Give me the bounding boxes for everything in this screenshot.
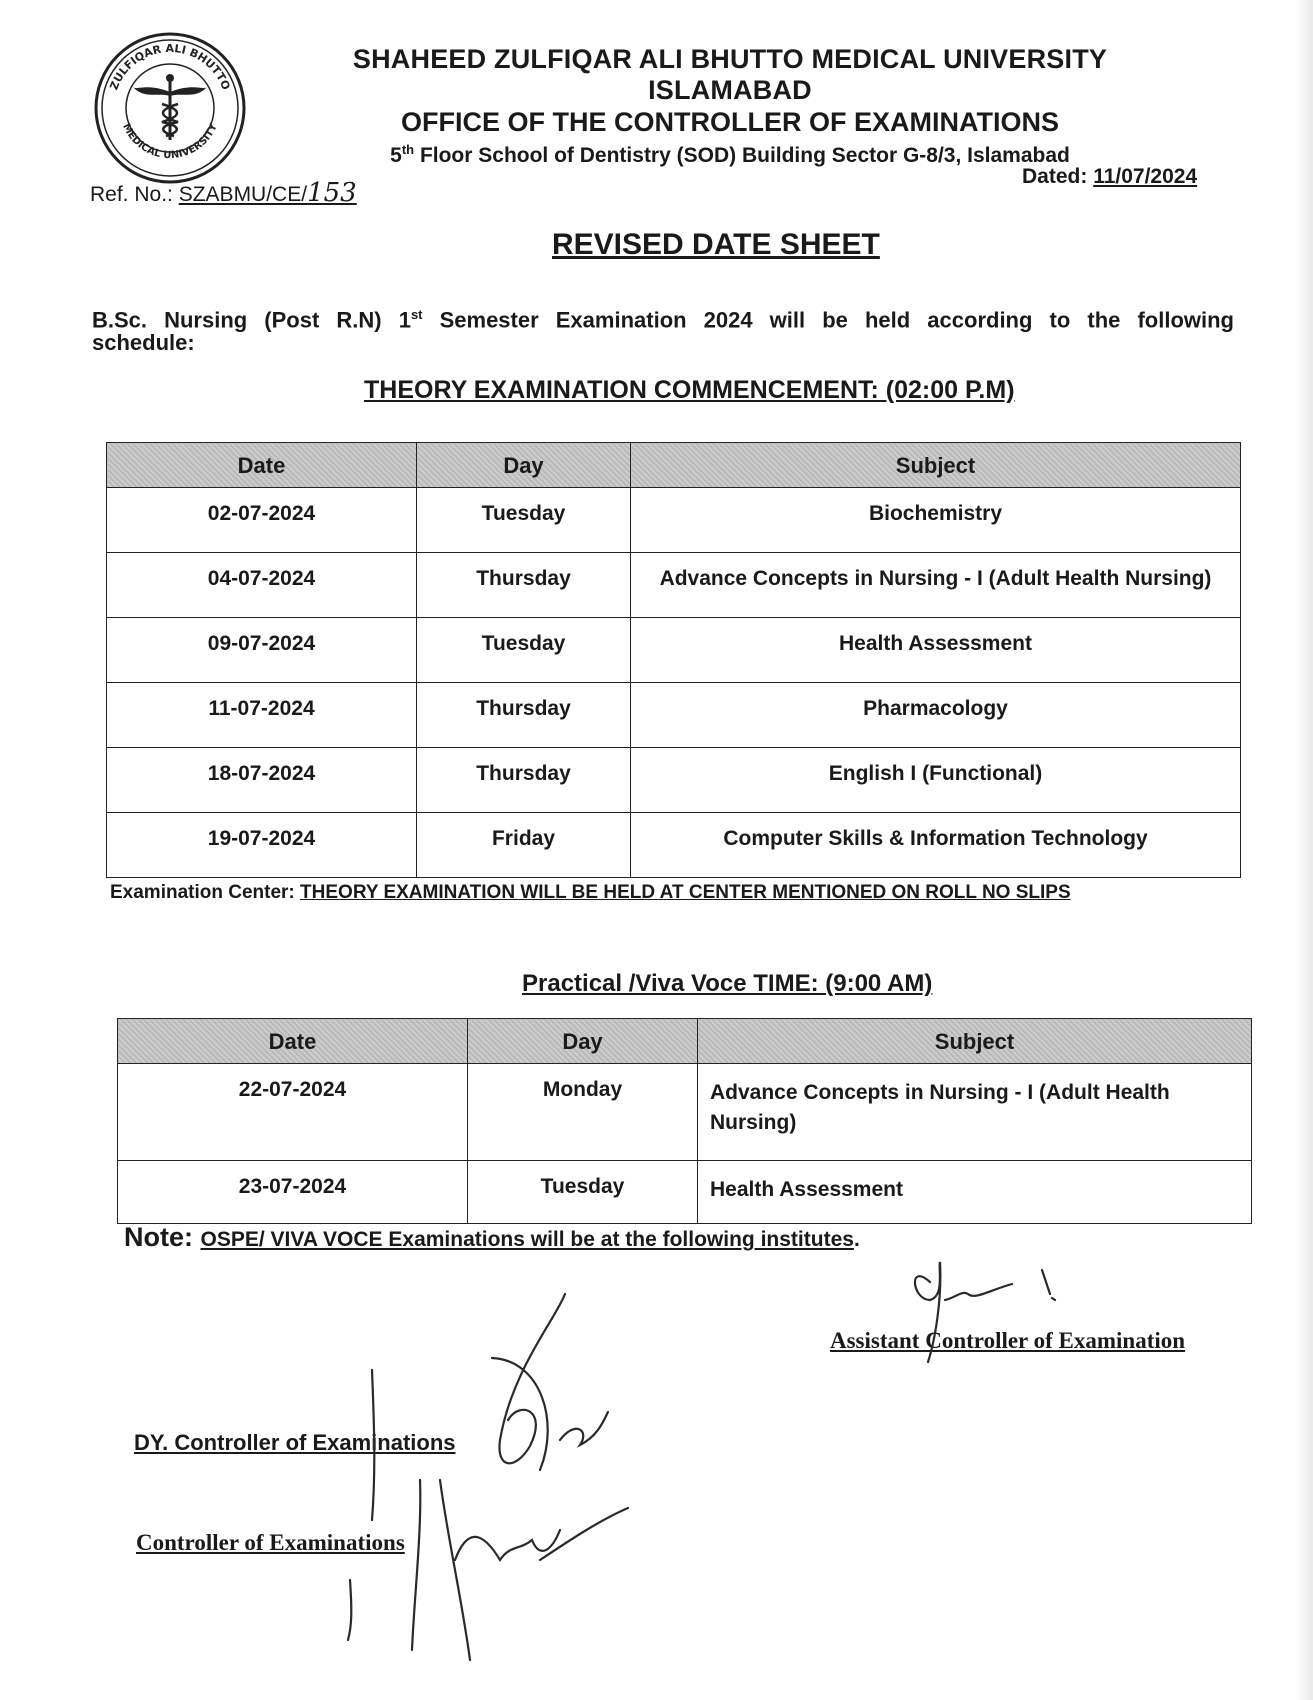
note-label: Note: bbox=[124, 1222, 201, 1252]
column-header-date: Date bbox=[107, 443, 417, 488]
day-cell: Friday bbox=[417, 813, 631, 878]
controller-signature bbox=[348, 1480, 628, 1660]
theory-schedule-table bbox=[106, 442, 1241, 878]
subject-cell: Advance Concepts in Nursing - I (Adult Health Nursing) bbox=[698, 1064, 1252, 1161]
subject-cell: English I (Functional) bbox=[631, 748, 1241, 813]
issue-date bbox=[1022, 165, 1197, 189]
svg-text:ZULFIQAR ALI BHUTTO: ZULFIQAR ALI BHUTTO bbox=[107, 41, 233, 92]
university-name: SHAHEED ZULFIQAR ALI BHUTTO MEDICAL UNIVERSITY ISLAMABAD bbox=[352, 44, 1108, 105]
date-cell: 23-07-2024 bbox=[118, 1161, 468, 1224]
intro-line-2: schedule: bbox=[92, 330, 195, 355]
deputy-controller-title: DY. Controller of Examinations bbox=[134, 1430, 456, 1455]
table-header-row bbox=[118, 1019, 1252, 1064]
date-cell: 04-07-2024 bbox=[107, 553, 417, 618]
table-row bbox=[107, 813, 1241, 878]
ref-handwritten-number: 153 bbox=[307, 178, 357, 208]
day-cell: Tuesday bbox=[468, 1161, 698, 1224]
theory-heading: THEORY EXAMINATION COMMENCEMENT: (02:00 P.M) bbox=[364, 376, 1015, 404]
ref-value-printed: SZABMU/CE/ bbox=[178, 183, 308, 206]
column-header-subject: Subject bbox=[631, 443, 1241, 488]
date-cell: 09-07-2024 bbox=[107, 618, 417, 683]
note-period: . bbox=[853, 1228, 860, 1251]
subject-cell: Advance Concepts in Nursing - I (Adult Health Nursing) bbox=[631, 553, 1241, 618]
scan-edge-shadow bbox=[1295, 0, 1313, 1700]
center-label: Examination Center: bbox=[110, 882, 301, 903]
date-cell: 22-07-2024 bbox=[118, 1064, 468, 1161]
column-header-date: Date bbox=[118, 1019, 468, 1064]
date-cell: 11-07-2024 bbox=[107, 683, 417, 748]
day-cell: Tuesday bbox=[417, 488, 631, 553]
reference-number bbox=[90, 178, 357, 208]
table-row bbox=[107, 488, 1241, 553]
dated-label: Dated: bbox=[1022, 165, 1088, 188]
date-cell: 19-07-2024 bbox=[107, 813, 417, 878]
note-line bbox=[124, 1222, 860, 1253]
table-header-row bbox=[107, 443, 1241, 488]
subject-cell: Health Assessment bbox=[698, 1161, 1252, 1224]
controller-title: Controller of Examinations bbox=[136, 1530, 405, 1555]
column-header-subject: Subject bbox=[698, 1019, 1252, 1064]
note-value: OSPE/ VIVA VOCE Examinations will be at the following institutes bbox=[200, 1228, 854, 1251]
table-row bbox=[118, 1161, 1252, 1224]
table-row bbox=[107, 553, 1241, 618]
ref-label: Ref. No.: bbox=[90, 183, 173, 206]
document-title: REVISED DATE SHEET bbox=[552, 228, 880, 261]
address-floor: 5 bbox=[390, 144, 402, 167]
practical-schedule-table bbox=[117, 1018, 1252, 1224]
address-floor-suffix: th bbox=[401, 142, 415, 157]
column-header-day: Day bbox=[417, 443, 631, 488]
ref-value bbox=[178, 178, 357, 208]
center-value: THEORY EXAMINATION WILL BE HELD AT CENTER MENTIONED ON ROLL NO SLIPS bbox=[300, 882, 1071, 903]
intro-part2: Semester Examination 2024 will be held according to the following bbox=[422, 307, 1234, 333]
subject-cell: Computer Skills & Information Technology bbox=[631, 813, 1241, 878]
day-cell: Monday bbox=[468, 1064, 698, 1161]
date-cell: 18-07-2024 bbox=[107, 748, 417, 813]
column-header-day: Day bbox=[468, 1019, 698, 1064]
date-cell: 02-07-2024 bbox=[107, 488, 417, 553]
letterhead bbox=[280, 44, 1180, 168]
table-row bbox=[107, 683, 1241, 748]
intro-ordinal-suffix: st bbox=[410, 307, 423, 322]
subject-cell: Biochemistry bbox=[631, 488, 1241, 553]
day-cell: Tuesday bbox=[417, 618, 631, 683]
address-rest: Floor School of Dentistry (SOD) Building Sector G-8/3, Islamabad bbox=[414, 144, 1070, 167]
day-cell: Thursday bbox=[417, 553, 631, 618]
assistant-controller-title: Assistant Controller of Examination bbox=[830, 1328, 1186, 1353]
table-row bbox=[107, 618, 1241, 683]
dated-value: 11/07/2024 bbox=[1093, 165, 1198, 188]
table-row bbox=[107, 748, 1241, 813]
day-cell: Thursday bbox=[417, 683, 631, 748]
office-name: OFFICE OF THE CONTROLLER OF EXAMINATIONS bbox=[401, 107, 1059, 137]
subject-cell: Pharmacology bbox=[631, 683, 1241, 748]
examination-center-line bbox=[110, 882, 1071, 904]
deputy-signature bbox=[372, 1294, 608, 1520]
intro-line-1 bbox=[92, 300, 1234, 335]
subject-cell: Health Assessment bbox=[631, 618, 1241, 683]
day-cell: Thursday bbox=[417, 748, 631, 813]
intro-part1: B.Sc. Nursing (Post R.N) 1 bbox=[92, 307, 411, 333]
svg-text:MEDICAL UNIVERSITY: MEDICAL UNIVERSITY bbox=[120, 122, 220, 162]
table-row bbox=[118, 1064, 1252, 1161]
practical-heading: Practical /Viva Voce TIME: (9:00 AM) bbox=[522, 970, 933, 997]
university-seal-logo bbox=[92, 30, 248, 186]
